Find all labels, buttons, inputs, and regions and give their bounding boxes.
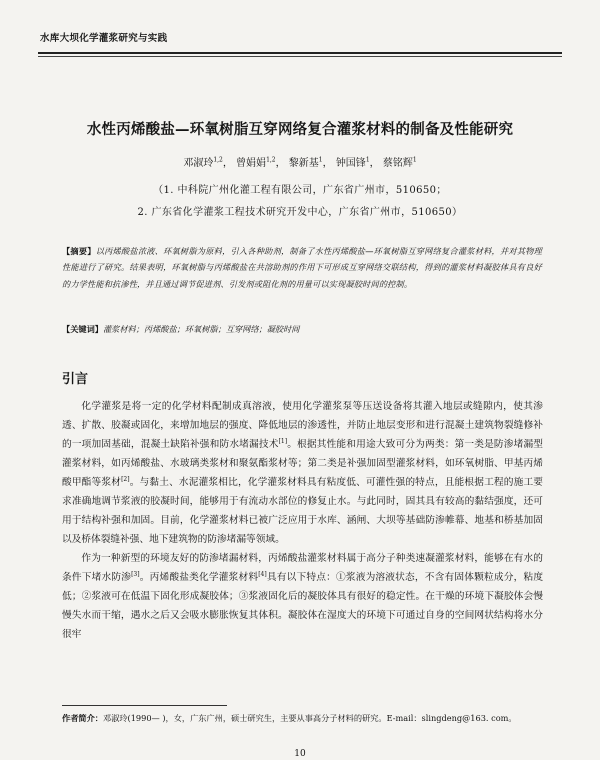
author: 黎新基$^1$: [288, 156, 323, 169]
citation: [2]: [121, 475, 130, 483]
page-number: 10: [294, 749, 306, 759]
citation: [4]: [258, 570, 267, 578]
citation: [3]: [131, 570, 140, 578]
article-title: 水性丙烯酸盐—环氧树脂互穿网络复合灌浆材料的制备及性能研究: [86, 122, 514, 138]
body-paragraph: 作为一种新型的环境友好的防渗堵漏材料，丙烯酸盐灌浆材料属于高分子种类速凝灌浆材料，能够在有水的条件下堵水防渗[3]。丙烯酸盐类化学灌浆材料[4]具有以下特点：①浆液为溶液状态，不含有固体颗粒成分，粘度低；②浆液可在低温下固化形成凝胶体；③浆液固化后的凝胶体具有很好的稳定性。在干燥的环境下凝胶体会慢慢失水而干缩，遇水之后又会吸水膨胀恢复其体积。凝胶体在湿度大的环境下可通过自身的空间网状结构将水分很牢: [62, 553, 544, 640]
footnote-text: 邓淑玲(1990— )，女，广东广州，硕士研究生，主要从事高分子材料的研究。E-mail：slingdeng@163. com。: [102, 713, 517, 723]
abstract-text: 以丙烯酸盐浓液、环氧树脂为原料，引入各种助剂，制备了水性丙烯酸盐—环氧树脂互穿网络复合灌浆材料，并对其物理性能进行了研究。结果表明，环氧树脂与丙烯酸盐在共溶助剂的作用下可形成互穿网络交联结构，得到的灌浆材料凝胶体具有良好的力学性能和抗渗性，并且通过调节促进剂、引发剂或阻化剂的用量可以实现凝胶时间的控制。: [62, 246, 543, 289]
footnote-rule: [62, 705, 227, 706]
author-list: 邓淑玲$^{1,2}$， 曾娟娟$^{1,2}$， 黎新基$^1$， 钟国锋$^1$， 蔡铭辉$^1$: [183, 156, 417, 169]
citation: [1]: [278, 437, 288, 445]
header-rule: [38, 52, 562, 54]
keywords-text: 灌浆材料；丙烯酸盐；环氧树脂；互穿网络；凝胶时间: [102, 324, 300, 334]
abstract-label: 【摘要】: [62, 246, 96, 256]
author-footnote: [62, 710, 542, 726]
author: 蔡铭辉$^1$: [382, 156, 417, 169]
keywords-label: 【关键词】: [62, 324, 103, 334]
abstract: [62, 243, 542, 292]
affiliation-1: （1. 中科院广州化灌工程有限公司，广东省广州市，510650；: [153, 185, 447, 196]
author: 钟国锋$^1$: [335, 156, 370, 169]
keywords: [62, 324, 542, 335]
body-text: [62, 397, 543, 644]
footnote-label: 作者简介：: [62, 713, 103, 723]
affiliation-2: 2. 广东省化学灌浆工程技术研究开发中心，广东省广州市，510650）: [137, 207, 463, 218]
author: 邓淑玲$^{1,2}$: [183, 156, 223, 169]
body-paragraph: 化学灌浆是将一定的化学材料配制成真溶液，使用化学灌浆泵等压送设备将其灌入地层或缝隙内，使其渗透、扩散、胶凝或固化，来增加地层的强度、降低地层的渗透性，并防止地层变形和进行混凝土建筑物裂缝修补的一项加固基础，混凝土缺陷补强和防水堵漏技术[1]。根据其性能和用途大致可分为两类：第一类是防渗堵漏型灌浆材料，如丙烯酸盐、水玻璃类浆材和聚氨酯浆材等；第二类是补强加固型灌浆材料，如环氧树脂、甲基丙烯酸甲酯等浆材[2]。与黏土、水泥灌浆相比，化学灌浆材料具有粘度低、可灌性强的特点，且能根据工程的施工要求准确地调节浆液的胶凝时间，能够用于有流动水部位的修复止水。与此同时，固其具有较高的黏结强度，还可用于结构补强和加固。目前，化学灌浆材料已被广泛应用于水库、涵闸、大坝等基础防渗帷幕、地基和桥基加固以及桥体裂缝补强、地下建筑物的防渗堵漏等领域。: [62, 401, 543, 545]
header-rule-thin: [38, 56, 562, 57]
author: 曾娟娟$^{1,2}$: [236, 156, 276, 169]
running-header: 水库大坝化学灌浆研究与实践: [40, 33, 168, 44]
section-heading-introduction: 引言: [62, 372, 89, 387]
